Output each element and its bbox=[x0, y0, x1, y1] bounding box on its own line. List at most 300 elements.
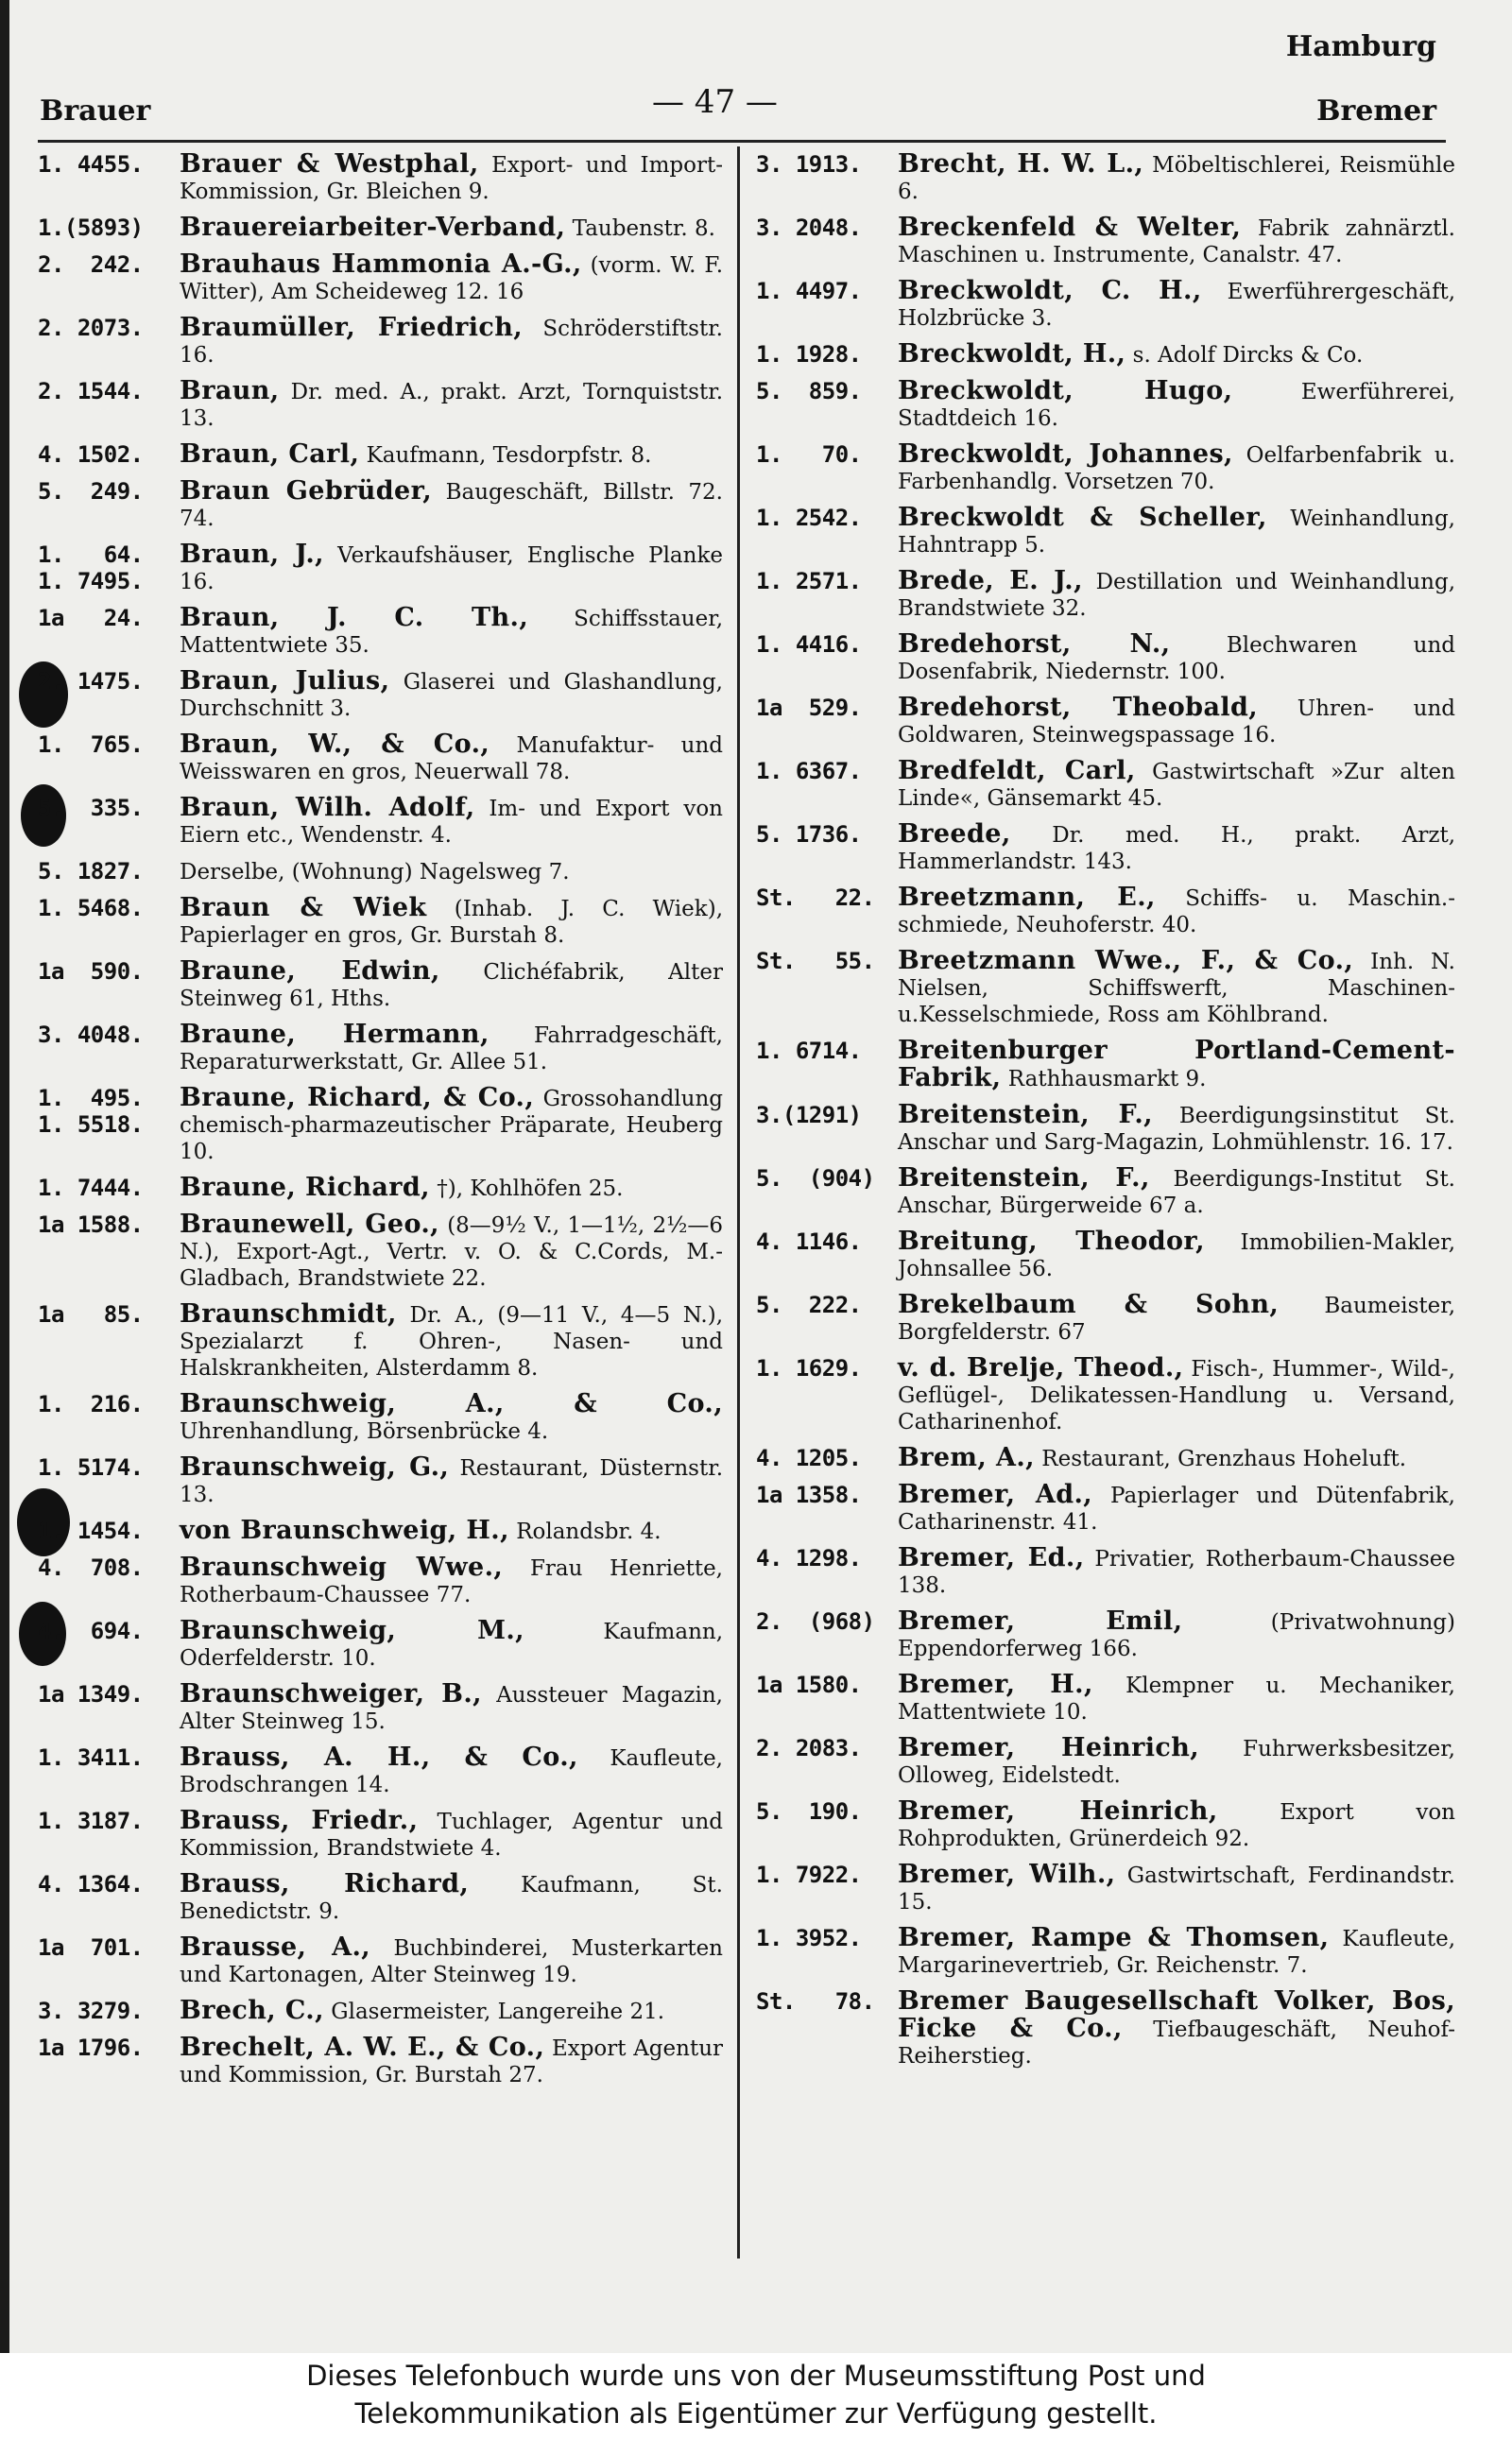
entry-description: Kaufleute, Brodschrangen 14. bbox=[180, 1746, 723, 1797]
entry-name: Brauer & Westphal, bbox=[180, 149, 479, 179]
directory-entry bbox=[38, 251, 723, 305]
entry-description: Uhrenhandlung, Börsenbrücke 4. bbox=[180, 1419, 549, 1444]
directory-entry bbox=[756, 1165, 1455, 1219]
entry-phone-number: 1. 495. 1. 5518. bbox=[38, 1085, 144, 1138]
directory-entry bbox=[38, 1175, 723, 1202]
entry-description: Export- und Import-Kommission, Gr. Bleichen 9. bbox=[180, 153, 723, 204]
directory-entry bbox=[756, 278, 1455, 332]
entry-name: Braune, Richard, bbox=[180, 1173, 430, 1202]
entry-description: Uhren- und Goldwaren, Steinwegspassage 16. bbox=[898, 696, 1455, 747]
entry-description: Schiffsstauer, Mattentwiete 35. bbox=[180, 607, 724, 658]
entry-description: Clichéfabrik, Alter Steinweg 61, Hths. bbox=[180, 960, 724, 1011]
directory-entry bbox=[756, 695, 1455, 748]
directory-entry bbox=[38, 1022, 723, 1075]
entry-phone-number: 1. 5468. bbox=[38, 895, 144, 921]
entry-body bbox=[898, 1102, 1455, 1156]
entry-body bbox=[898, 278, 1455, 332]
entry-body bbox=[180, 315, 723, 369]
entry-phone-number: 1. 3411. bbox=[38, 1744, 144, 1771]
directory-entry bbox=[38, 441, 723, 469]
directory-entry bbox=[756, 1735, 1455, 1789]
entry-body bbox=[898, 1292, 1455, 1346]
directory-entry bbox=[756, 341, 1455, 369]
entry-description: Schröderstiftstr. 16. bbox=[180, 317, 723, 368]
entry-body bbox=[180, 958, 723, 1012]
entry-body bbox=[180, 441, 723, 469]
entry-body bbox=[898, 1038, 1455, 1092]
entry-phone-number: 3.(1291) bbox=[756, 1102, 862, 1128]
entry-body bbox=[898, 631, 1455, 685]
entry-phone-number: 4. 1146. bbox=[756, 1228, 862, 1255]
entry-name: Brauss, Richard, bbox=[180, 1869, 470, 1898]
entry-name: Braunschweig, G., bbox=[180, 1452, 450, 1482]
entry-name: Breetzmann Wwe., F., & Co., bbox=[898, 946, 1354, 975]
entry-phone-number: 1a 1796. bbox=[38, 2035, 144, 2061]
entry-name: Bremer, Rampe & Thomsen, bbox=[898, 1923, 1330, 1952]
entry-name: Bredehorst, Theobald, bbox=[898, 693, 1259, 722]
directory-entry bbox=[38, 1681, 723, 1735]
entry-body bbox=[180, 1744, 723, 1798]
header-first-entry-word: Brauer bbox=[40, 94, 151, 128]
directory-entry bbox=[38, 1871, 723, 1925]
entry-phone-number: 1. 4455. bbox=[38, 151, 144, 178]
entry-body bbox=[898, 441, 1455, 495]
entry-phone-number: 1. 7444. bbox=[38, 1175, 144, 1201]
entry-name: Breckwoldt, Hugo, bbox=[898, 376, 1233, 405]
entry-description: Grossohandlung chemisch-pharmazeutischer Präparate, Heuberg 10. bbox=[180, 1087, 723, 1164]
column-divider bbox=[737, 146, 740, 2259]
entry-body bbox=[180, 1934, 723, 1988]
directory-entry bbox=[38, 1085, 723, 1165]
entry-phone-number: 1a 1358. bbox=[756, 1482, 862, 1508]
footer-line: Telekommunikation als Eigentümer zur Verfügung gestellt. bbox=[354, 2397, 1158, 2430]
entry-body bbox=[180, 858, 723, 885]
entry-description: Frau Henriette, Rotherbaum-Chaussee 77. bbox=[180, 1556, 723, 1607]
directory-entry bbox=[756, 568, 1455, 622]
directory-entry bbox=[756, 885, 1455, 938]
directory-entry bbox=[38, 858, 723, 885]
entry-phone-number: 1. 6714. bbox=[756, 1038, 862, 1064]
entry-phone-number: St. 22. bbox=[756, 885, 875, 911]
entry-phone-number: 5. 1736. bbox=[756, 821, 862, 848]
entry-body bbox=[180, 1681, 723, 1735]
entry-name: Brech, C., bbox=[180, 1996, 324, 2025]
entry-description: Rolandsbr. 4. bbox=[516, 1520, 662, 1544]
entry-body bbox=[898, 1925, 1455, 1979]
entry-description: Gastwirtschaft, Ferdinandstr. 15. bbox=[898, 1864, 1455, 1915]
entry-name: Brauereiarbeiter-Verband, bbox=[180, 213, 566, 242]
entry-name: Braunschweiger, B., bbox=[180, 1679, 482, 1709]
directory-entry bbox=[756, 1672, 1455, 1726]
entry-body bbox=[180, 151, 723, 205]
entry-description: Blechwaren und Dosenfabrik, Niedernstr. 100. bbox=[898, 633, 1456, 684]
entry-body bbox=[898, 505, 1455, 558]
directory-entry bbox=[756, 1798, 1455, 1852]
entry-body bbox=[180, 215, 723, 242]
directory-entry bbox=[38, 1554, 723, 1608]
entry-body bbox=[898, 758, 1455, 812]
entry-description: †), Kohlhöfen 25. bbox=[437, 1177, 624, 1201]
entry-body bbox=[180, 378, 723, 432]
entry-name: Braunewell, Geo., bbox=[180, 1210, 439, 1239]
directory-entry bbox=[38, 478, 723, 532]
entry-name: Bremer, Emil, bbox=[898, 1606, 1183, 1636]
entry-name: Bremer, Heinrich, bbox=[898, 1796, 1218, 1826]
entry-body bbox=[898, 1545, 1455, 1599]
entry-name: Breckwoldt, C. H., bbox=[898, 276, 1202, 305]
directory-entry bbox=[756, 1862, 1455, 1915]
entry-name: Brede, E. J., bbox=[898, 566, 1083, 595]
entry-body bbox=[898, 695, 1455, 748]
entry-description: Dr. med. H., prakt. Arzt, Hammerlandstr. 143. bbox=[898, 823, 1456, 874]
entry-description: Möbeltischlerei, Reismühle 6. bbox=[898, 153, 1455, 204]
entry-description: Restaurant, Düsternstr. 13. bbox=[180, 1456, 724, 1507]
scan-edge bbox=[0, 0, 9, 2353]
entry-description: Buchbinderei, Musterkarten und Kartonagen, Alter Steinweg 19. bbox=[180, 1936, 723, 1987]
entry-body bbox=[180, 1211, 723, 1292]
entry-name: Breitenstein, F., bbox=[898, 1163, 1150, 1193]
entry-name: Breetzmann, E., bbox=[898, 883, 1156, 912]
entry-name: Braun, W., & Co., bbox=[180, 730, 490, 759]
entry-description: Beerdigungs-Institut St. Anschar, Bürgerweide 67 a. bbox=[898, 1167, 1455, 1218]
directory-entry bbox=[756, 1545, 1455, 1599]
directory-entry bbox=[756, 1925, 1455, 1979]
entry-name: Braun & Wiek bbox=[180, 893, 427, 922]
entry-description: Aussteuer Magazin, Alter Steinweg 15. bbox=[180, 1683, 723, 1734]
directory-entry bbox=[38, 151, 723, 205]
directory-entry bbox=[38, 1618, 723, 1672]
entry-description: Beerdigungsinstitut St. Anschar und Sarg-Magazin, Lohmühlenstr. 16. 17. bbox=[898, 1104, 1455, 1155]
entry-phone-number: 1a 1588. bbox=[38, 1211, 144, 1238]
entry-phone-number: 4. 1502. bbox=[38, 441, 144, 468]
entry-body bbox=[898, 1355, 1455, 1435]
directory-entry bbox=[38, 605, 723, 659]
entry-body bbox=[898, 1165, 1455, 1219]
entry-body bbox=[180, 605, 723, 659]
entry-body bbox=[898, 1672, 1455, 1726]
directory-entry bbox=[756, 151, 1455, 205]
entry-description: Dr. med. A., prakt. Arzt, Tornquiststr. 13. bbox=[180, 380, 724, 431]
entry-name: Breckwoldt & Scheller, bbox=[898, 503, 1267, 532]
entry-name: Braun, Wilh. Adolf, bbox=[180, 793, 475, 822]
entry-phone-number: 1. 70. bbox=[756, 441, 862, 468]
entry-description: Glaserei und Glashandlung, Durchschnitt 3. bbox=[180, 670, 723, 721]
entry-name: Braune, Hermann, bbox=[180, 1020, 490, 1049]
directory-entry bbox=[756, 1355, 1455, 1435]
entry-phone-number: 1. 1928. bbox=[756, 341, 862, 368]
entry-phone-number: 1a 701. bbox=[38, 1934, 144, 1961]
directory-entry bbox=[756, 631, 1455, 685]
entry-body bbox=[180, 1554, 723, 1608]
entry-phone-number: 1. 765. bbox=[38, 731, 144, 758]
entry-body bbox=[180, 668, 723, 722]
header-rule bbox=[38, 140, 1446, 143]
entry-phone-number: 5. 859. bbox=[756, 378, 862, 404]
entry-description: Manufaktur- und Weisswaren en gros, Neuerwall 78. bbox=[180, 733, 723, 784]
directory-entry bbox=[756, 378, 1455, 432]
directory-entry bbox=[38, 895, 723, 949]
entry-phone-number: 3. 3279. bbox=[38, 1998, 144, 2024]
directory-entry bbox=[38, 1934, 723, 1988]
entry-phone-number: 1. 2542. bbox=[756, 505, 862, 531]
directory-entry bbox=[38, 315, 723, 369]
entry-name: Brauss, A. H., & Co., bbox=[180, 1743, 578, 1772]
directory-entry bbox=[38, 541, 723, 595]
page-number: — 47 — bbox=[652, 83, 778, 121]
entry-body bbox=[898, 1228, 1455, 1282]
entry-name: Braun, Julius, bbox=[180, 666, 390, 696]
entry-phone-number: 1. 4497. bbox=[756, 278, 862, 304]
entry-description: Privatier, Rotherbaum-Chaussee 138. bbox=[898, 1547, 1456, 1598]
entry-body bbox=[180, 251, 723, 305]
entry-name: Breckenfeld & Welter, bbox=[898, 213, 1242, 242]
directory-entry bbox=[756, 441, 1455, 495]
entry-description: (8—9½ V., 1—1½, 2½—6 N.), Export-Agt., Vertr. v. O. & C.Cords, M.-Gladbach, Brandstwiete 22. bbox=[180, 1213, 723, 1291]
entry-name: Braun, J. C. Th., bbox=[180, 603, 529, 632]
directory-entry bbox=[756, 1228, 1455, 1282]
entry-description: Baumeister, Borgfelderstr. 67 bbox=[898, 1294, 1456, 1345]
entry-phone-number: 4. 1298. bbox=[756, 1545, 862, 1572]
entry-phone-number: 1a 85. bbox=[38, 1301, 144, 1328]
entry-name: Breitenstein, F., bbox=[898, 1100, 1153, 1129]
entry-body bbox=[180, 1454, 723, 1508]
right-column bbox=[756, 151, 1455, 2079]
entry-name: Breckwoldt, Johannes, bbox=[898, 439, 1233, 469]
entry-name: Brecht, H. W. L., bbox=[898, 149, 1144, 179]
entry-body bbox=[898, 151, 1455, 205]
entry-name: Braun, J., bbox=[180, 540, 324, 569]
entry-phone-number: 1a 1580. bbox=[756, 1672, 862, 1698]
directory-entry bbox=[38, 1211, 723, 1292]
directory-entry bbox=[756, 215, 1455, 268]
entry-description: Kaufmann, Oderfelderstr. 10. bbox=[180, 1620, 724, 1671]
entry-description: Restaurant, Grenzhaus Hoheluft. bbox=[1041, 1447, 1407, 1471]
directory-entry bbox=[38, 1518, 723, 1545]
entry-body bbox=[180, 2035, 723, 2088]
directory-entry bbox=[756, 1608, 1455, 1662]
directory-entry bbox=[38, 1454, 723, 1508]
header-city: Hamburg bbox=[1285, 30, 1436, 63]
entry-description: Glasermeister, Langereihe 21. bbox=[331, 2000, 665, 2024]
entry-name: Brausse, A., bbox=[180, 1932, 371, 1962]
entry-body bbox=[180, 1391, 723, 1445]
entry-phone-number: 4. 694. bbox=[38, 1618, 144, 1644]
entry-description: Fahrradgeschäft, Reparaturwerkstatt, Gr. Allee 51. bbox=[180, 1023, 723, 1074]
header-last-entry-word: Bremer bbox=[1316, 94, 1436, 128]
entry-description: Verkaufshäuser, Englische Planke 16. bbox=[180, 543, 723, 594]
entry-description: (Privatwohnung) Eppendorferweg 166. bbox=[898, 1610, 1455, 1661]
directory-entry bbox=[38, 1808, 723, 1862]
entry-body bbox=[180, 478, 723, 532]
entry-phone-number: 5. (904) bbox=[756, 1165, 875, 1192]
entry-phone-number: 2. 2073. bbox=[38, 315, 144, 341]
entry-body bbox=[180, 1085, 723, 1165]
entry-description: Ewerführerei, Stadtdeich 16. bbox=[898, 380, 1455, 431]
entry-body bbox=[898, 215, 1455, 268]
directory-entry bbox=[756, 1482, 1455, 1536]
entry-description: Export von Rohprodukten, Grünerdeich 92. bbox=[898, 1800, 1455, 1851]
entry-name: Brekelbaum & Sohn, bbox=[898, 1290, 1280, 1319]
entry-phone-number: St. 55. bbox=[756, 948, 875, 974]
entry-phone-number: 1. 2571. bbox=[756, 568, 862, 594]
directory-entry bbox=[38, 731, 723, 785]
entry-phone-number: 5. 190. bbox=[756, 1798, 862, 1825]
entry-phone-number: 1. 7922. bbox=[756, 1862, 862, 1888]
directory-entry bbox=[756, 821, 1455, 875]
entry-phone-number: 1. 3952. bbox=[756, 1925, 862, 1951]
entry-phone-number: 5. 249. bbox=[38, 478, 144, 505]
entry-name: Braunschweig Wwe., bbox=[180, 1553, 504, 1582]
entry-description: s. Adolf Dircks & Co. bbox=[1132, 343, 1364, 368]
entry-name: Breitung, Theodor, bbox=[898, 1227, 1205, 1256]
directory-entry bbox=[756, 1988, 1455, 2070]
entry-description: (vorm. W. F. Witter), Am Scheideweg 12. 16 bbox=[180, 253, 724, 304]
entry-name: Bremer, Ad., bbox=[898, 1480, 1093, 1509]
directory-entry bbox=[38, 668, 723, 722]
entry-description: Taubenstr. 8. bbox=[572, 216, 715, 241]
entry-body bbox=[898, 1988, 1455, 2070]
entry-name: Brauhaus Hammonia A.-G., bbox=[180, 249, 582, 279]
directory-entry bbox=[38, 795, 723, 849]
directory-entry bbox=[756, 758, 1455, 812]
directory-entry bbox=[38, 1391, 723, 1445]
entry-name: Braun Gebrüder, bbox=[180, 476, 433, 506]
entry-body bbox=[180, 1871, 723, 1925]
directory-entry bbox=[38, 378, 723, 432]
entry-phone-number: 1. 1629. bbox=[756, 1355, 862, 1382]
entry-body bbox=[898, 568, 1455, 622]
directory-entry bbox=[38, 958, 723, 1012]
entry-phone-number: 2. 2083. bbox=[756, 1735, 862, 1761]
entry-body bbox=[898, 948, 1455, 1028]
directory-entry bbox=[38, 1998, 723, 2025]
entry-body bbox=[180, 1301, 723, 1382]
entry-description: Fuhrwerksbesitzer, Olloweg, Eidelstedt. bbox=[898, 1737, 1455, 1788]
entry-phone-number: 1. 64. 1. 7495. bbox=[38, 541, 144, 594]
entry-description: Klempner u. Mechaniker, Mattentwiete 10. bbox=[898, 1674, 1455, 1725]
entry-name: Bremer, Ed., bbox=[898, 1543, 1085, 1572]
entry-description: Oelfarbenfabrik u. Farbenhandlg. Vorsetzen 70. bbox=[898, 443, 1455, 494]
entry-name: Bredfeldt, Carl, bbox=[898, 756, 1136, 785]
entry-phone-number: 1a 24. bbox=[38, 605, 144, 631]
entry-name: Brechelt, A. W. E., & Co., bbox=[180, 2033, 545, 2062]
entry-body bbox=[898, 885, 1455, 938]
entry-description: Inh. N. Nielsen, Schiffswerft, Maschinen- u.Kesselschmiede, Ross am Köhlbrand. bbox=[898, 950, 1455, 1027]
entry-body bbox=[180, 1518, 723, 1545]
entry-name: Brauss, Friedr., bbox=[180, 1806, 419, 1835]
entry-description: Immobilien-Makler, Johnsallee 56. bbox=[898, 1230, 1455, 1281]
entry-body bbox=[898, 1735, 1455, 1789]
entry-name: Breckwoldt, H., bbox=[898, 339, 1126, 369]
entry-body bbox=[180, 795, 723, 849]
entry-name: Bremer, Wilh., bbox=[898, 1860, 1116, 1889]
entry-phone-number: St. 78. bbox=[756, 1988, 875, 2015]
entry-phone-number: 4. 1364. bbox=[38, 1871, 144, 1898]
entry-name: Braunschweig, M., bbox=[180, 1616, 524, 1645]
entry-phone-number: 1.(5893) bbox=[38, 215, 144, 241]
directory-entry bbox=[38, 215, 723, 242]
entry-phone-number: 4. 1205. bbox=[756, 1445, 862, 1471]
entry-body bbox=[898, 341, 1455, 369]
entry-body bbox=[898, 1862, 1455, 1915]
entry-phone-number: 2. 1544. bbox=[38, 378, 144, 404]
entry-name: Braune, Edwin, bbox=[180, 956, 440, 986]
entry-description: Kaufmann, Tesdorpfstr. 8. bbox=[366, 443, 652, 468]
entry-description: Kaufmann, St. Benedictstr. 9. bbox=[180, 1873, 723, 1924]
entry-description: Dr. A., (9—11 V., 4—5 N.), Spezialarzt f. Ohren-, Nasen- und Halskrankheiten, Alsterdamm 8. bbox=[180, 1303, 724, 1381]
entry-description: Tiefbaugeschäft, Neuhof-Reiherstieg. bbox=[898, 2018, 1455, 2069]
entry-phone-number: 5. 1827. bbox=[38, 858, 144, 885]
entry-name: Braunschweig, A., & Co., bbox=[180, 1389, 723, 1418]
entry-body bbox=[180, 1808, 723, 1862]
entry-phone-number: 3. 2048. bbox=[756, 215, 862, 241]
directory-entry bbox=[38, 2035, 723, 2088]
entry-phone-number: 1. 216. bbox=[38, 1391, 144, 1417]
entry-body bbox=[180, 541, 723, 595]
entry-body bbox=[898, 1798, 1455, 1852]
entry-description: Baugeschäft, Billstr. 72. 74. bbox=[180, 480, 723, 531]
entry-body bbox=[180, 895, 723, 949]
entry-phone-number: 3. 1913. bbox=[756, 151, 862, 178]
entry-name: Braunschmidt, bbox=[180, 1299, 397, 1329]
entry-body bbox=[898, 378, 1455, 432]
entry-body bbox=[898, 1482, 1455, 1536]
entry-description: Schiffs- u. Maschin.-schmiede, Neuhoferstr. 40. bbox=[898, 886, 1456, 937]
directory-entry bbox=[756, 1292, 1455, 1346]
entry-name: von Braunschweig, H., bbox=[180, 1516, 509, 1545]
entry-description: Fabrik zahnärztl. Maschinen u. Instrumente, Canalstr. 47. bbox=[898, 216, 1455, 267]
entry-description: Export Agentur und Kommission, Gr. Burstah 27. bbox=[180, 2036, 724, 2087]
entry-body bbox=[180, 731, 723, 785]
directory-entry bbox=[38, 1301, 723, 1382]
entry-name: Bremer, Heinrich, bbox=[898, 1733, 1200, 1762]
entry-phone-number: 1. 5174. bbox=[38, 1454, 144, 1481]
entry-description: Destillation und Weinhandlung, Brandstwiete 32. bbox=[898, 570, 1456, 621]
directory-entry bbox=[756, 1445, 1455, 1472]
entry-phone-number: 1. 3187. bbox=[38, 1808, 144, 1834]
entry-name: v. d. Brelje, Theod., bbox=[898, 1353, 1184, 1383]
entry-name: Breitenburger Portland-Cement-Fabrik, bbox=[898, 1036, 1455, 1092]
entry-name: Braun, Carl, bbox=[180, 439, 360, 469]
footer-notice bbox=[0, 2353, 1512, 2439]
entry-phone-number: 4. 708. bbox=[38, 1554, 144, 1581]
entry-body bbox=[180, 1022, 723, 1075]
entry-phone-number: 5. 222. bbox=[756, 1292, 862, 1318]
entry-phone-number: 1. 4416. bbox=[756, 631, 862, 658]
entry-description: Papierlager und Dütenfabrik, Catharinenstr. 41. bbox=[898, 1484, 1455, 1535]
entry-phone-number: 2. (968) bbox=[756, 1608, 875, 1635]
entry-description: Gastwirtschaft »Zur alten Linde«, Gänsemarkt 45. bbox=[898, 760, 1455, 811]
entry-description: Kaufleute, Margarinevertrieb, Gr. Reichenstr. 7. bbox=[898, 1927, 1456, 1978]
entry-description: Tuchlager, Agentur und Kommission, Brandstwiete 4. bbox=[180, 1810, 723, 1861]
entry-body bbox=[180, 1998, 723, 2025]
entry-phone-number: 1a 529. bbox=[756, 695, 862, 721]
directory-entry bbox=[756, 1102, 1455, 1156]
entry-phone-number: 1a 590. bbox=[38, 958, 144, 985]
footer-line: Dieses Telefonbuch wurde uns von der Museumsstiftung Post und bbox=[306, 2360, 1206, 2392]
entry-phone-number: 1a 1349. bbox=[38, 1681, 144, 1708]
entry-description: (Inhab. J. C. Wiek), Papierlager en gros, Gr. Burstah 8. bbox=[180, 897, 723, 948]
entry-body bbox=[898, 1608, 1455, 1662]
entry-name: Bremer Baugesellschaft Volker, Bos, Ficke & Co., bbox=[898, 1986, 1455, 2043]
entry-name: Braumüller, Friedrich, bbox=[180, 313, 524, 342]
entry-description: Derselbe, (Wohnung) Nagelsweg 7. bbox=[180, 860, 570, 885]
entry-body bbox=[180, 1175, 723, 1202]
left-column bbox=[38, 151, 723, 2098]
entry-body bbox=[898, 821, 1455, 875]
entry-name: Braune, Richard, & Co., bbox=[180, 1083, 535, 1112]
entry-description: Fisch-, Hummer-, Wild-, Geflügel-, Delikatessen-Handlung u. Versand, Catharinenhof. bbox=[898, 1357, 1455, 1434]
